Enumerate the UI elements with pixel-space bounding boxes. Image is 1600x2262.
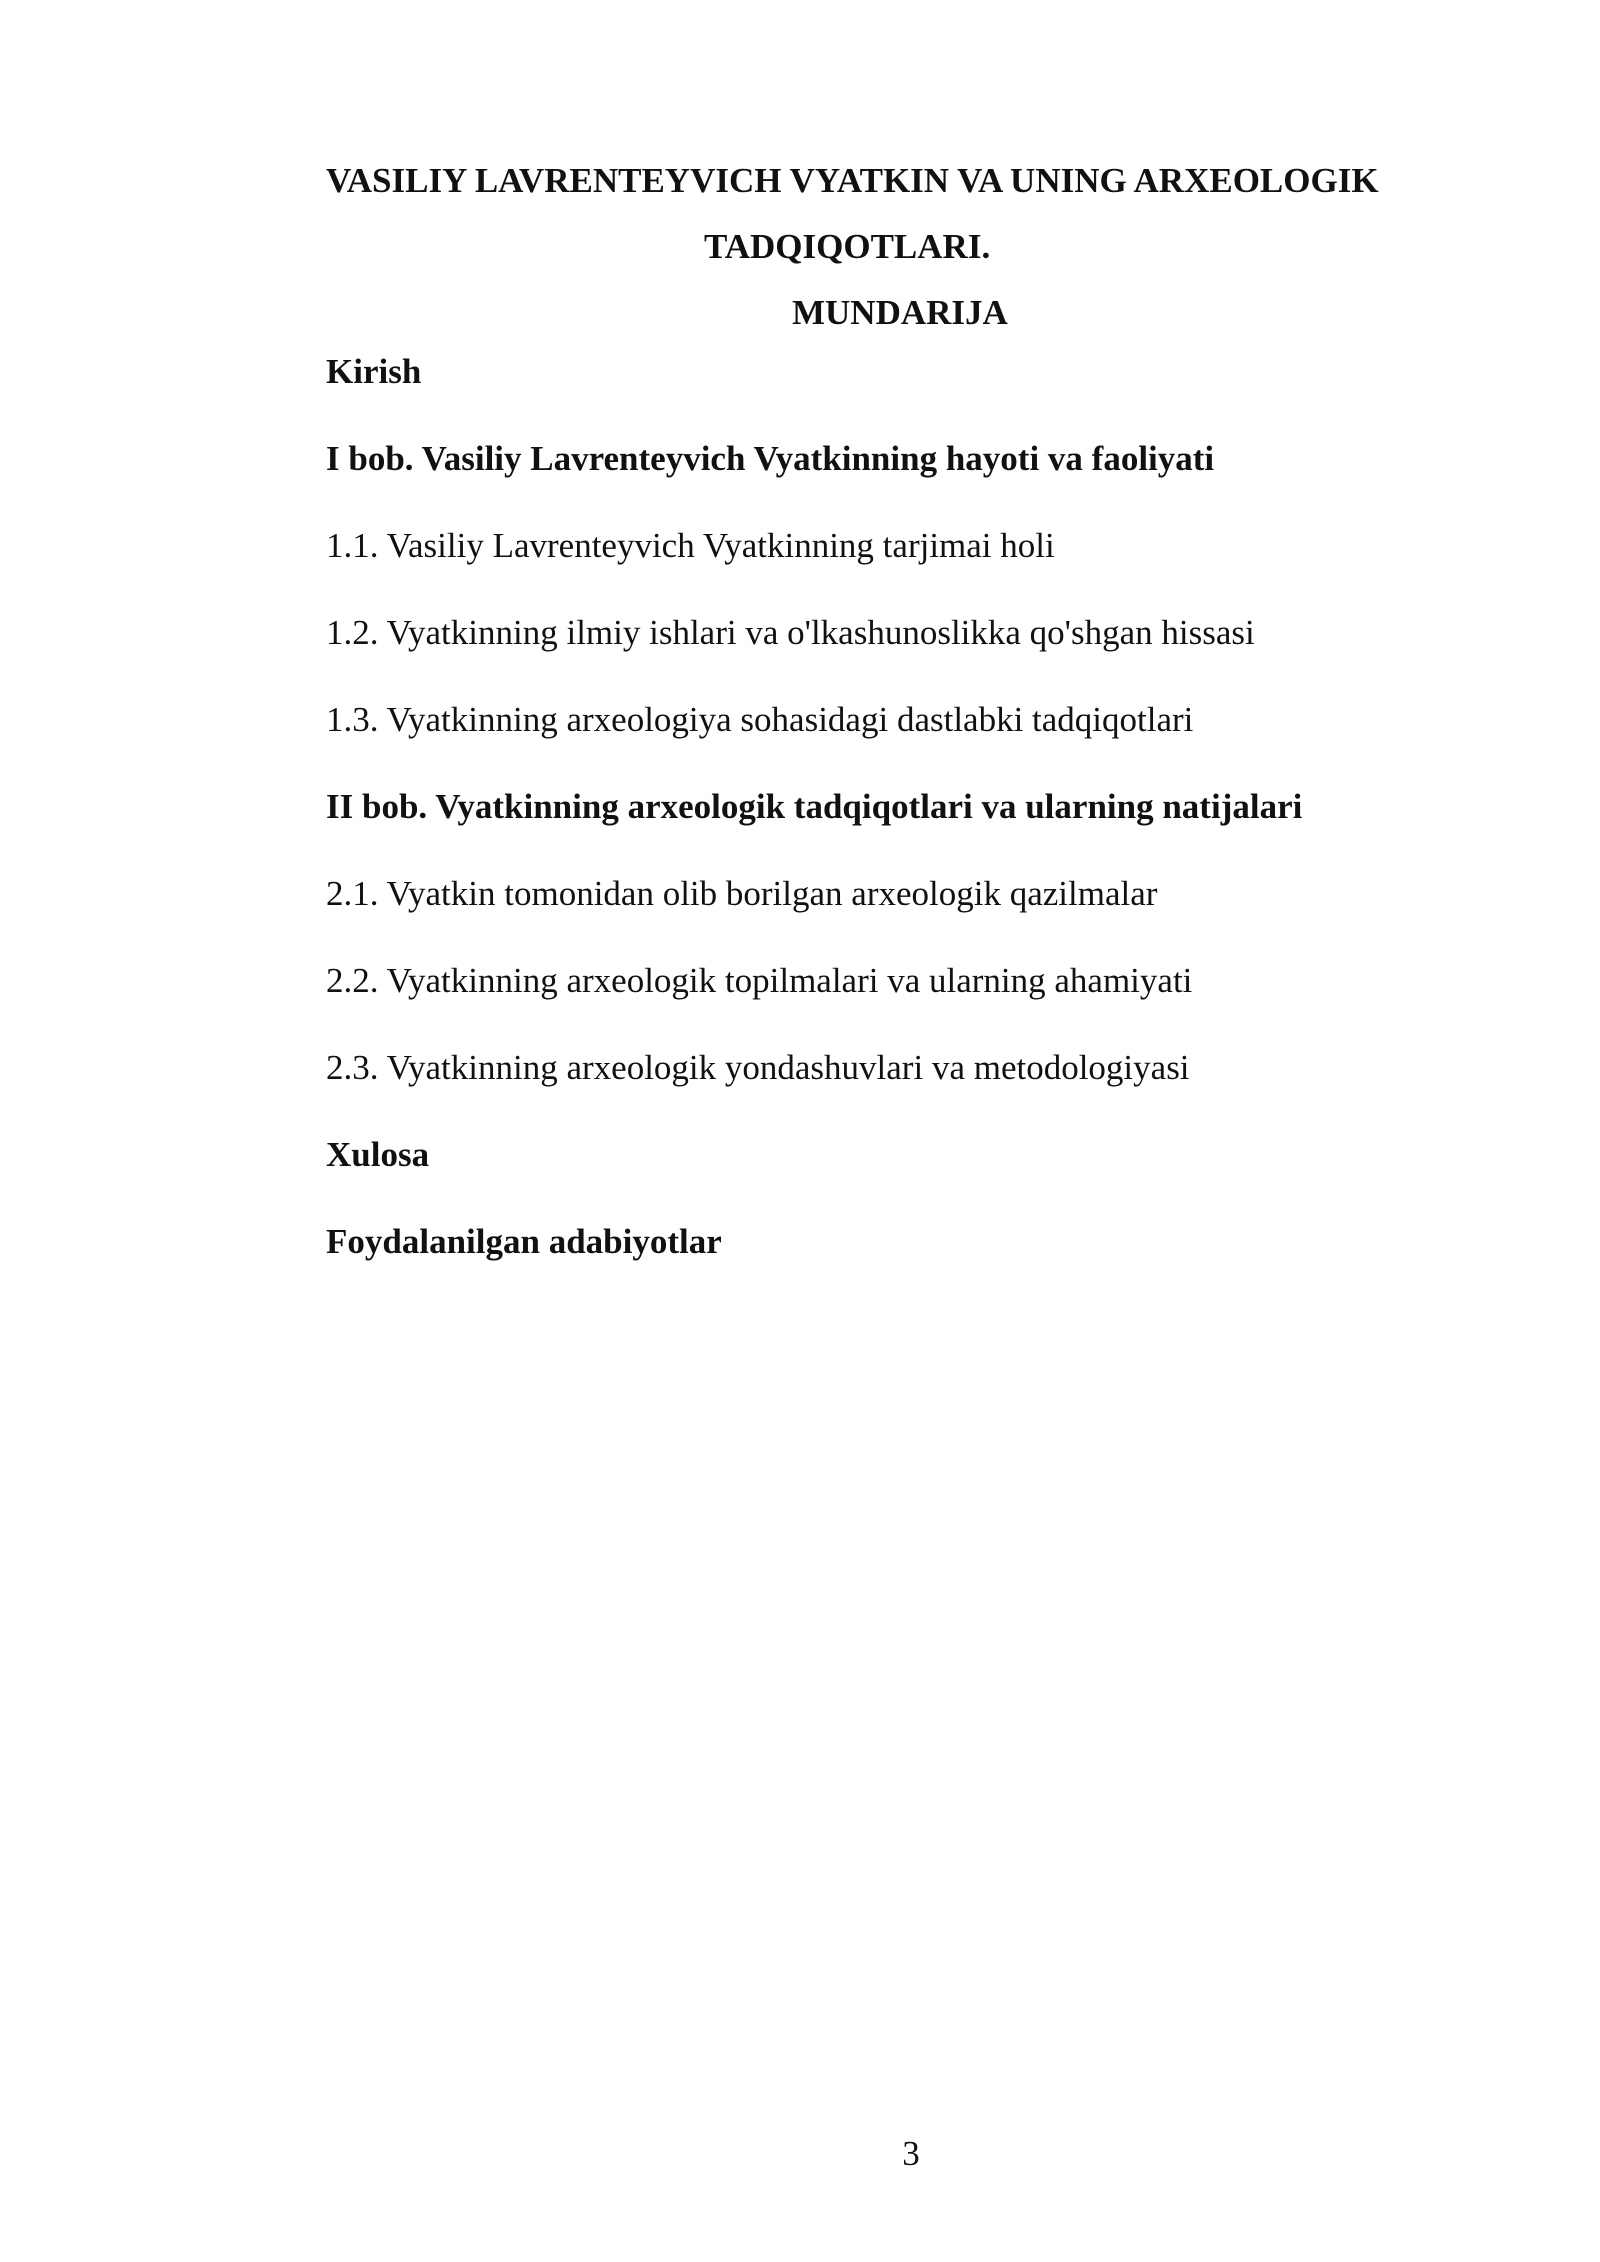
toc-item-section-2-1: 2.1. Vyatkin tomonidan olib borilgan arxeologik qazilmalar xyxy=(326,874,1158,913)
toc-item-section-1-3: 1.3. Vyatkinning arxeologiya sohasidagi dastlabki tadqiqotlari xyxy=(326,700,1194,739)
document-title-line-1: VASILIY LAVRENTEYVICH VYATKIN VA UNING ARXEOLOGIK xyxy=(326,161,1379,200)
document-title-line-2: TADQIQOTLARI. xyxy=(704,227,991,266)
toc-item-section-1-2: 1.2. Vyatkinning ilmiy ishlari va o'lkashunoslikka qo'shgan hissasi xyxy=(326,613,1255,652)
toc-item-chapter-2: II bob. Vyatkinning arxeologik tadqiqotlari va ularning natijalari xyxy=(326,787,1303,826)
toc-item-conclusion: Xulosa xyxy=(326,1135,430,1174)
toc-heading: MUNDARIJA xyxy=(792,293,1008,332)
toc-item-references: Foydalanilgan adabiyotlar xyxy=(326,1222,722,1261)
title-block xyxy=(326,148,1494,346)
toc-item-introduction: Kirish xyxy=(326,352,422,391)
toc-item-chapter-1: I bob. Vasiliy Lavrenteyvich Vyatkinning hayoti va faoliyati xyxy=(326,439,1215,478)
toc-item-section-2-2: 2.2. Vyatkinning arxeologik topilmalari va ularning ahamiyati xyxy=(326,961,1193,1000)
page-number: 3 xyxy=(902,2134,920,2173)
toc-item-section-1-1: 1.1. Vasiliy Lavrenteyvich Vyatkinning tarjimai holi xyxy=(326,526,1055,565)
table-of-contents xyxy=(326,344,1526,1301)
toc-item-section-2-3: 2.3. Vyatkinning arxeologik yondashuvlari va metodologiyasi xyxy=(326,1048,1190,1087)
